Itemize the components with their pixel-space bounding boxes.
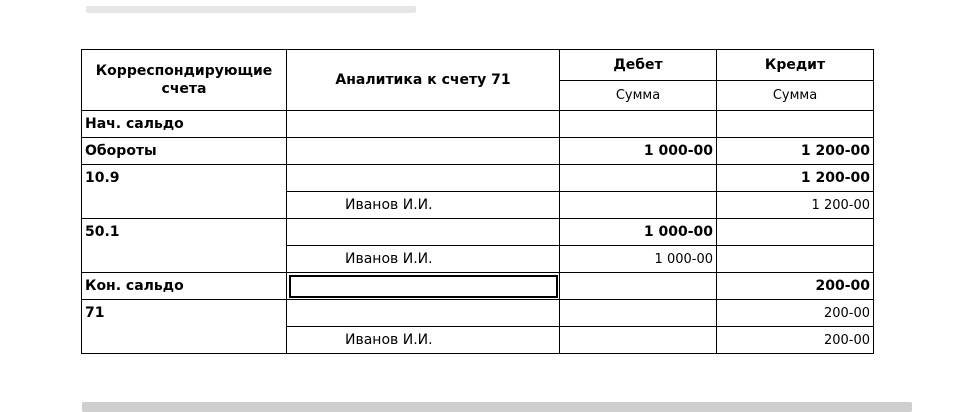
- header-credit-sum: Сумма: [717, 81, 874, 111]
- table-row: [82, 246, 874, 273]
- table-row: [82, 273, 874, 300]
- analytics-cell-selected[interactable]: [287, 273, 560, 300]
- faded-text-line-top: [86, 6, 416, 13]
- analytics-cell: [287, 219, 560, 246]
- account-cell: [82, 246, 287, 273]
- faded-text-line-bottom: [82, 402, 912, 412]
- account-turnover-table: [81, 49, 874, 354]
- table-row: [82, 138, 874, 165]
- debit-cell: 1 000-00: [560, 246, 717, 273]
- account-cell: 10.9: [82, 165, 287, 192]
- credit-cell: 1 200-00: [717, 192, 874, 219]
- credit-cell: 1 200-00: [717, 165, 874, 192]
- credit-cell: [717, 219, 874, 246]
- header-debit: Дебет: [560, 50, 717, 81]
- header-accounts: Корреспондирующие счета: [82, 50, 287, 111]
- account-cell: [82, 192, 287, 219]
- table-row: [82, 219, 874, 246]
- credit-cell: 1 200-00: [717, 138, 874, 165]
- debit-cell: 1 000-00: [560, 138, 717, 165]
- account-cell: [82, 327, 287, 354]
- account-cell: 71: [82, 300, 287, 327]
- table-row: [82, 111, 874, 138]
- analytics-cell: [287, 300, 560, 327]
- debit-cell: [560, 192, 717, 219]
- account-cell: Нач. сальдо: [82, 111, 287, 138]
- account-cell: 50.1: [82, 219, 287, 246]
- credit-cell: 200-00: [717, 300, 874, 327]
- table-row: [82, 165, 874, 192]
- account-cell: Кон. сальдо: [82, 273, 287, 300]
- credit-cell: 200-00: [717, 327, 874, 354]
- credit-cell: 200-00: [717, 273, 874, 300]
- header-row: [82, 50, 874, 81]
- analytics-cell: Иванов И.И.: [287, 246, 560, 273]
- analytics-cell: [287, 111, 560, 138]
- credit-cell: [717, 111, 874, 138]
- debit-cell: [560, 300, 717, 327]
- table-row: [82, 192, 874, 219]
- table-row: [82, 327, 874, 354]
- table-row: [82, 300, 874, 327]
- analytics-cell: Иванов И.И.: [287, 192, 560, 219]
- debit-cell: [560, 111, 717, 138]
- analytics-cell: [287, 138, 560, 165]
- analytics-cell: [287, 165, 560, 192]
- credit-cell: [717, 246, 874, 273]
- header-credit: Кредит: [717, 50, 874, 81]
- header-analytics: Аналитика к счету 71: [287, 50, 560, 111]
- debit-cell: [560, 273, 717, 300]
- debit-cell: 1 000-00: [560, 219, 717, 246]
- debit-cell: [560, 327, 717, 354]
- account-cell: Обороты: [82, 138, 287, 165]
- analytics-cell: Иванов И.И.: [287, 327, 560, 354]
- header-debit-sum: Сумма: [560, 81, 717, 111]
- debit-cell: [560, 165, 717, 192]
